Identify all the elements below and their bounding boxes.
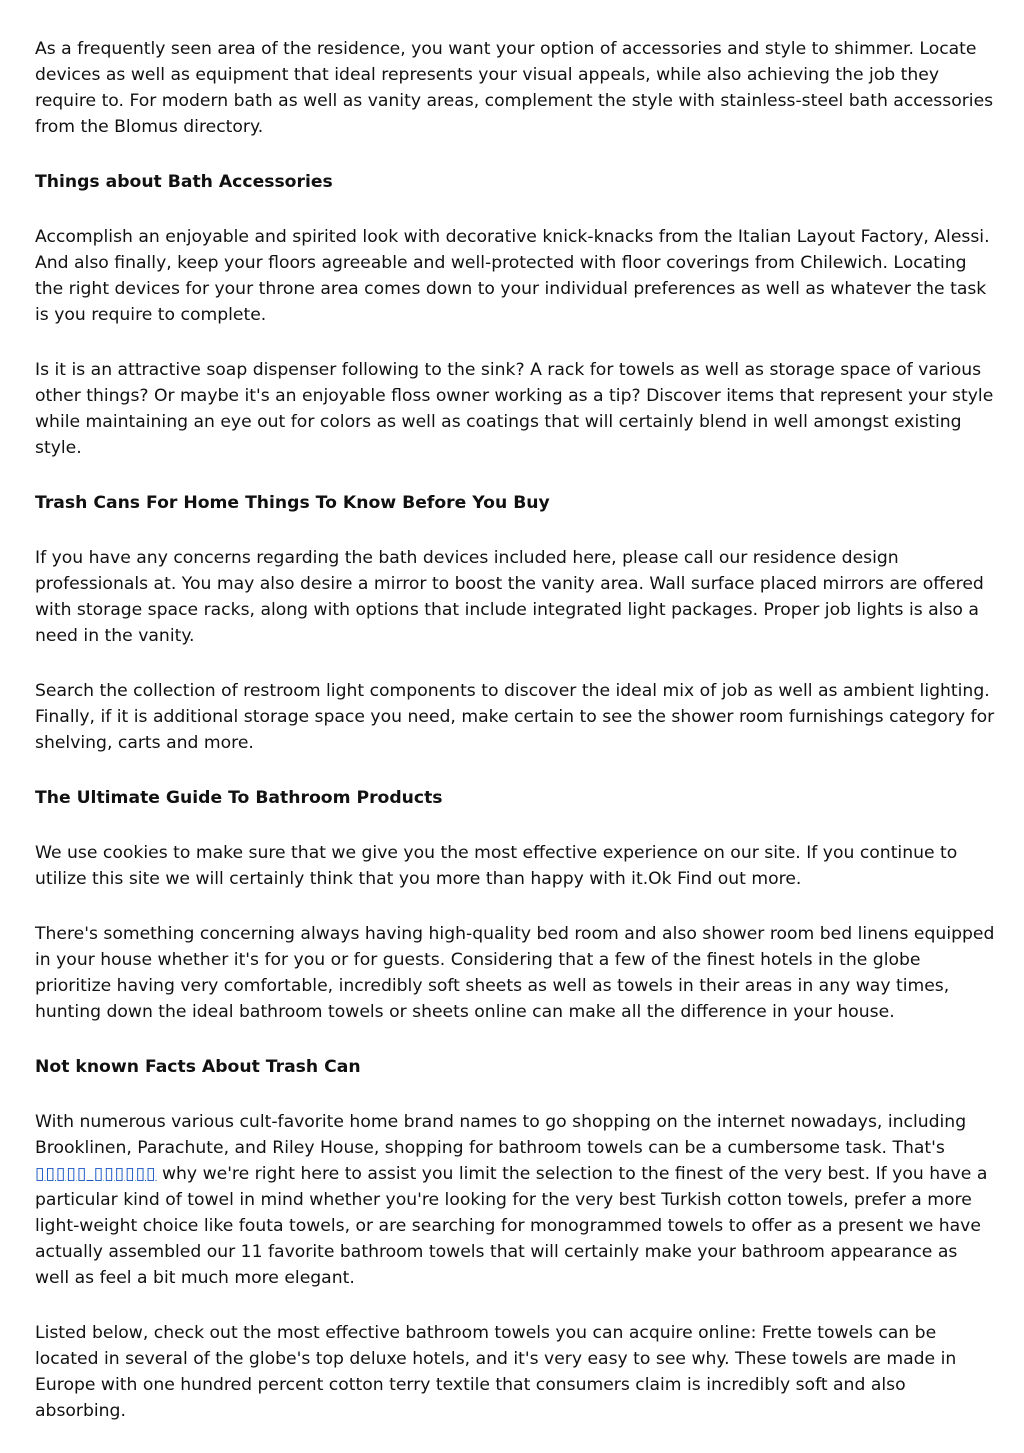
paragraph-towels — [35, 1109, 995, 1291]
paragraph-alessi: Accomplish an enjoyable and spirited look with decorative knick-knacks from the Italian Layout Factory, Alessi. And also finally, keep your floors agreeable and well-protected with floor coverings from Chilewich. Locating the right devices for your throne area comes down to your individual preferences as well as whatever the task is you require to complete. — [35, 227, 990, 325]
heading-bath-accessories: Things about Bath Accessories — [35, 172, 333, 192]
paragraph-intro: As a frequently seen area of the residence, you want your option of accessories and style to shimmer. Locate devices as well as equipment that ideal represents your visual appeals, while also achieving the job they require to. For modern bath as well as vanity areas, complement the style with stainless-steel bath accessories from the Blomus directory. — [35, 39, 994, 137]
paragraph-cookies: We use cookies to make sure that we give you the most effective experience on our site. If you continue to utilize this site we will certainly think that you more than happy with it.Ok Find out more. — [35, 843, 958, 889]
heading-bathroom-products: The Ultimate Guide To Bathroom Products — [35, 788, 443, 808]
paragraph-lighting: Search the collection of restroom light components to discover the ideal mix of job as well as ambient lighting. Finally, if it is additional storage space you need, make certain to see the shower room furnishings category for shelving, carts and more. — [35, 681, 995, 753]
paragraph-soap-dispenser: Is it is an attractive soap dispenser following to the sink? A rack for towels as well as storage space of various other things? Or maybe it's an enjoyable floss owner working as a tip? Discover items that represent your style while maintaining an eye out for colors as well as coatings that will certainly blend in well amongst existing style. — [35, 360, 994, 458]
heading-trash-cans: Trash Cans For Home Things To Know Before You Buy — [35, 493, 550, 513]
paragraph-frette: Listed below, check out the most effective bathroom towels you can acquire online: Frette towels can be located in several of the globe's top deluxe hotels, and it's very easy to see why. These towels are made in Europe with one hundred percent cotton terry textile that consumers claim is incredibly soft and also absorbing. — [35, 1323, 957, 1421]
paragraph-towels-before: With numerous various cult-favorite home brand names to go shopping on the internet nowadays, including Brooklinen, Parachute, and Riley House, shopping for bathroom towels can be a cumbersome task. That's — [35, 1112, 967, 1158]
paragraph-towels-after: why we're right here to assist you limit the selection to the finest of the very best. If you have a particular kind of towel in mind whether you're looking for the very best Turkish cotton towels, prefer a more light-weight choice like fouta towels, or are searching for monogrammed towels to offer as a present we have actually assembled our 11 favorite bathroom towels that will certainly make your bathroom appearance as well as feel a bit much more elegant. — [35, 1164, 988, 1288]
inline-link[interactable]: ▯▯▯▯▯ ▯▯▯▯▯▯ — [35, 1164, 157, 1184]
paragraph-mirror: If you have any concerns regarding the bath devices included here, please call our residence design professionals at. You may also desire a mirror to boost the vanity area. Wall surface placed mirrors are offered with storage space racks, along with options that include integrated light packages. Proper job lights is also a need in the vanity. — [35, 548, 984, 646]
paragraph-bed-linens: There's something concerning always having high-quality bed room and also shower room bed linens equipped in your house whether it's for you or for guests. Considering that a few of the finest hotels in the globe prioritize having very comfortable, incredibly soft sheets as well as towels in their areas in any way times, hunting down the ideal bathroom towels or sheets online can make all the difference in your house. — [35, 924, 995, 1022]
article-body — [35, 36, 995, 1453]
heading-trash-can-facts: Not known Facts About Trash Can — [35, 1057, 361, 1077]
